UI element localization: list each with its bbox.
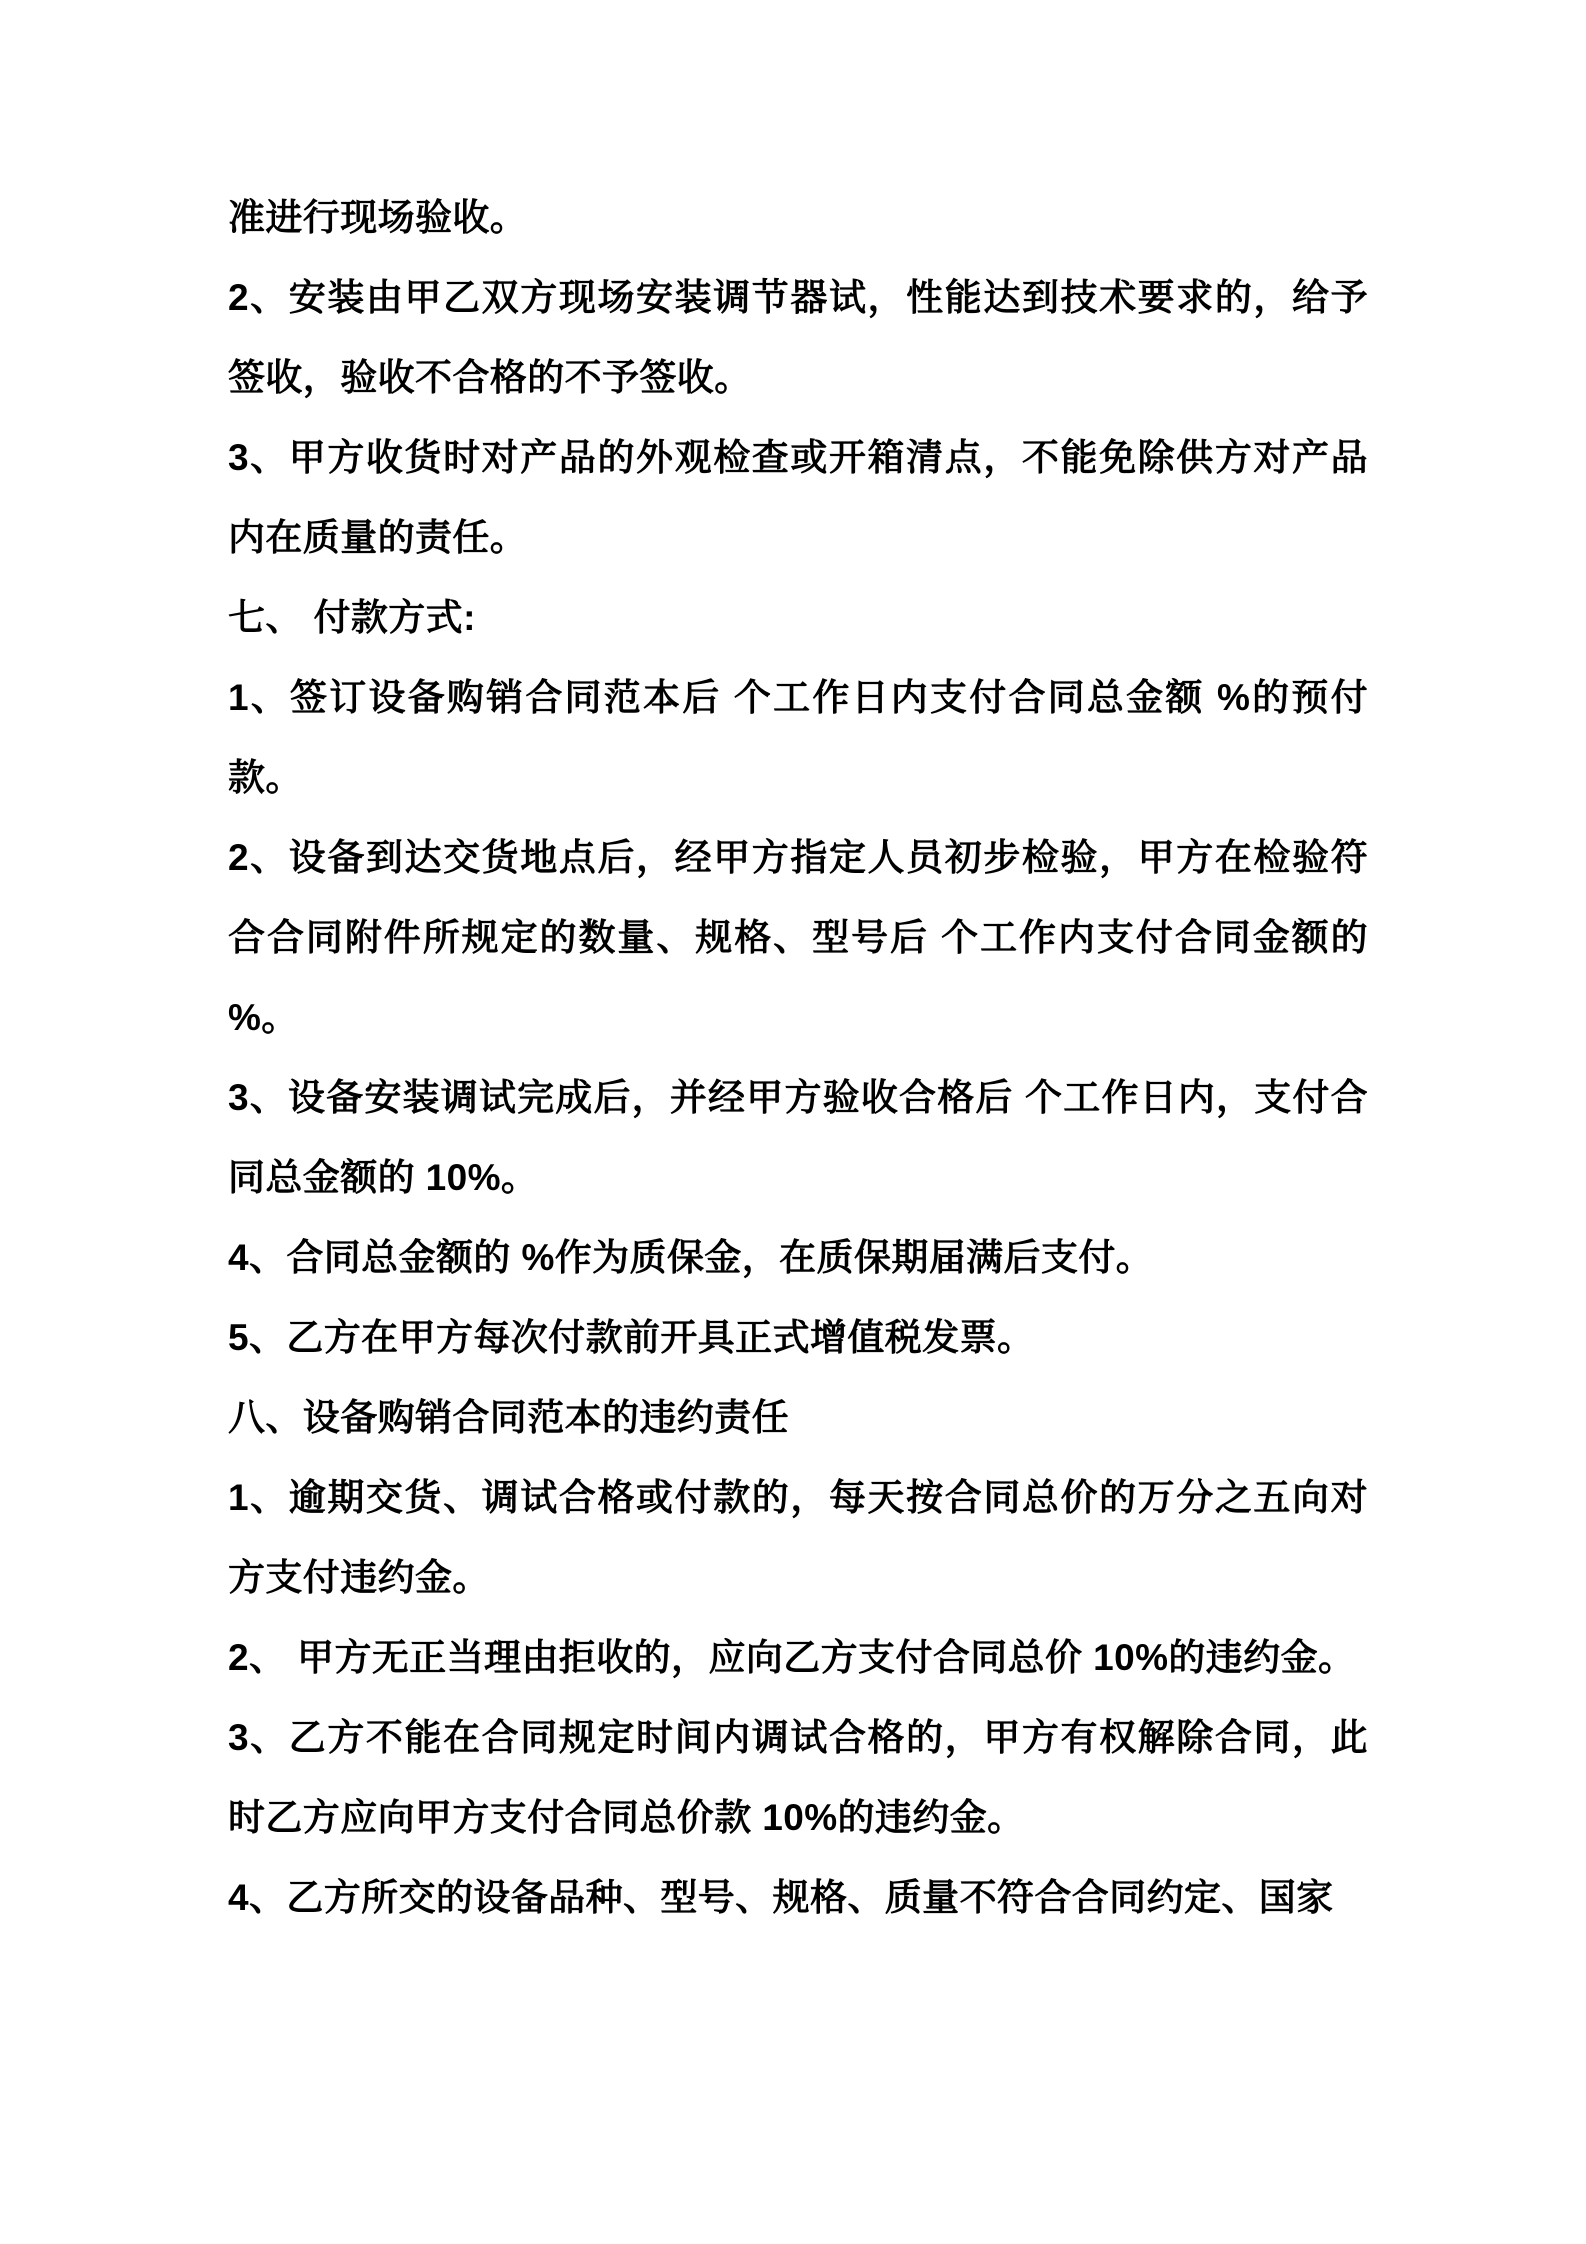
document-body bbox=[228, 178, 1368, 1938]
section-heading-seven-payment: 七、 付款方式: bbox=[228, 597, 476, 638]
paragraph-payment-item-2: 2、设备到达交货地点后，经甲方指定人员初步检验，甲方在检验符合合同附件所规定的数量、规格、型号后 个工作内支付合同金额的 %。 bbox=[228, 837, 1368, 1038]
paragraph-continuation: 准进行现场验收。 bbox=[228, 197, 528, 238]
paragraph-acceptance-item-2: 2、安装由甲乙双方现场安装调节器试，性能达到技术要求的，给予签收，验收不合格的不予签收。 bbox=[228, 277, 1368, 398]
paragraph-liability-item-2: 2、 甲方无正当理由拒收的，应向乙方支付合同总价 10%的违约金。 bbox=[228, 1637, 1356, 1678]
paragraph-payment-item-1: 1、签订设备购销合同范本后 个工作日内支付合同总金额 %的预付款。 bbox=[228, 677, 1368, 798]
paragraph-liability-item-3: 3、乙方不能在合同规定时间内调试合格的，甲方有权解除合同，此时乙方应向甲方支付合同总价款 10%的违约金。 bbox=[228, 1717, 1368, 1838]
section-heading-eight-liability: 八、设备购销合同范本的违约责任 bbox=[228, 1397, 789, 1438]
paragraph-liability-item-1: 1、逾期交货、调试合格或付款的，每天按合同总价的万分之五向对方支付违约金。 bbox=[228, 1477, 1368, 1598]
paragraph-acceptance-item-3: 3、甲方收货时对产品的外观检查或开箱清点，不能免除供方对产品内在质量的责任。 bbox=[228, 437, 1368, 558]
paragraph-payment-item-4: 4、合同总金额的 %作为质保金，在质保期届满后支付。 bbox=[228, 1237, 1154, 1278]
paragraph-payment-item-3: 3、设备安装调试完成后，并经甲方验收合格后 个工作日内，支付合同总金额的 10%。 bbox=[228, 1077, 1368, 1198]
paragraph-payment-item-5: 5、乙方在甲方每次付款前开具正式增值税发票。 bbox=[228, 1317, 1035, 1358]
paragraph-liability-item-4: 4、乙方所交的设备品种、型号、规格、质量不符合合同约定、国家 bbox=[228, 1877, 1334, 1918]
